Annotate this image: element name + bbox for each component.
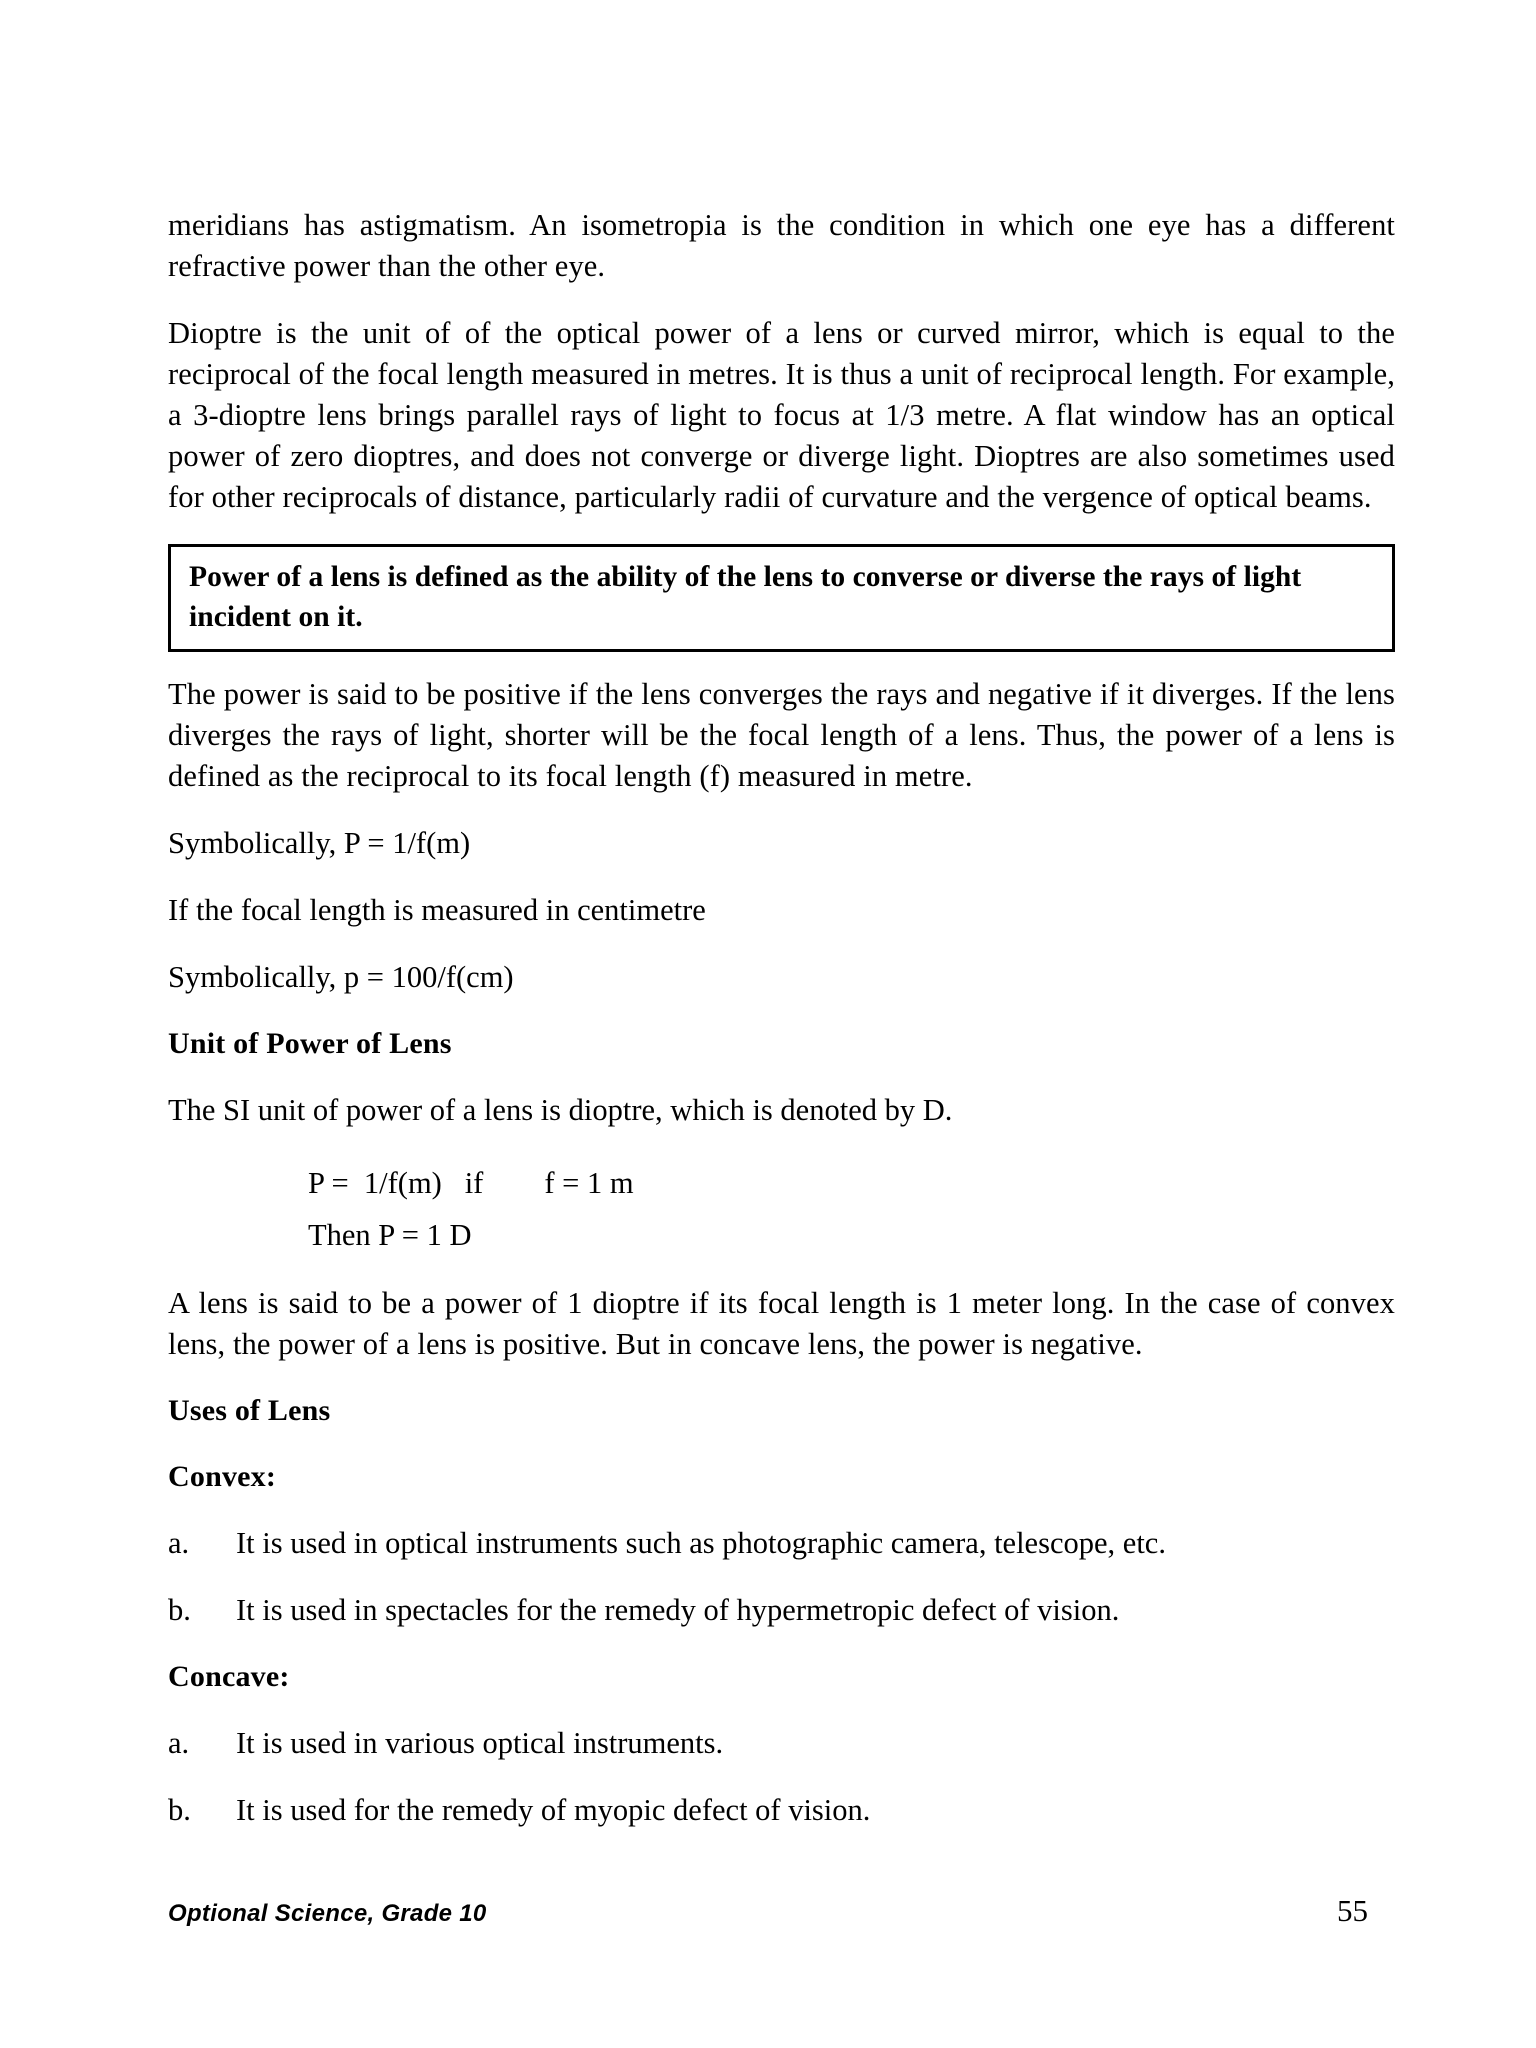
- page-content: [168, 205, 1395, 1857]
- list-item: [168, 1523, 1395, 1564]
- list-marker: b.: [168, 1593, 191, 1627]
- list-marker: a.: [168, 1526, 190, 1560]
- list-item: [168, 1790, 1395, 1831]
- page-footer: [168, 1893, 1368, 1929]
- list-item-text: It is used in various optical instruments.: [236, 1726, 724, 1760]
- definition-callout-text: Power of a lens is defined as the ability of the lens to converse or diverse the rays of light incident on it.: [189, 561, 1302, 633]
- list-marker: b.: [168, 1793, 191, 1827]
- definition-callout-box: [168, 544, 1395, 652]
- equation-block: [168, 1157, 1395, 1261]
- list-item: [168, 1723, 1395, 1764]
- heading-unit-of-power-of-lens: Unit of Power of Lens: [168, 1027, 452, 1060]
- line-symbolically-centimetre: Symbolically, p = 100/f(cm): [168, 960, 514, 994]
- list-item-text: It is used in spectacles for the remedy of hypermetropic defect of vision.: [236, 1593, 1120, 1627]
- list-marker: a.: [168, 1726, 190, 1760]
- line-symbolically-metre: Symbolically, P = 1/f(m): [168, 826, 471, 860]
- paragraph-si-unit: The SI unit of power of a lens is dioptre, which is denoted by D.: [168, 1093, 953, 1127]
- equation-line-1: P = 1/f(m) if f = 1 m: [308, 1166, 634, 1200]
- page-number: 55: [1337, 1893, 1368, 1928]
- paragraph-one-dioptre: A lens is said to be a power of 1 dioptre if its focal length is 1 meter long. In the case of convex lens, the power of a lens is positive. But in concave lens, the power is negative.: [168, 1286, 1395, 1361]
- heading-convex: Convex:: [168, 1460, 277, 1493]
- paragraph-power-sign: The power is said to be positive if the lens converges the rays and negative if it diverges. If the lens diverges the rays of light, shorter will be the focal length of a lens. Thus, the power of a lens is defined as the reciprocal to its focal length (f) measured in metre.: [168, 677, 1395, 793]
- list-item-text: It is used for the remedy of myopic defect of vision.: [236, 1793, 871, 1827]
- heading-concave: Concave:: [168, 1660, 290, 1693]
- heading-uses-of-lens: Uses of Lens: [168, 1394, 331, 1427]
- line-focal-length-centimetre: If the focal length is measured in centimetre: [168, 893, 706, 927]
- list-item-text: It is used in optical instruments such as photographic camera, telescope, etc.: [236, 1526, 1166, 1560]
- equation-line-2: Then P = 1 D: [308, 1218, 472, 1252]
- list-item: [168, 1590, 1395, 1631]
- paragraph-meridians: meridians has astigmatism. An isometropia is the condition in which one eye has a different refractive power than the other eye.: [168, 208, 1395, 283]
- footer-book-title: Optional Science, Grade 10: [168, 1900, 487, 1927]
- paragraph-dioptre-definition: Dioptre is the unit of of the optical power of a lens or curved mirror, which is equal to the reciprocal of the focal length measured in metres. It is thus a unit of reciprocal length. For example, a 3-dioptre lens brings parallel rays of light to focus at 1/3 metre. A flat window has an optical power of zero dioptres, and does not converge or diverge light. Dioptres are also sometimes used for other reciprocals of distance, particularly radii of curvature and the vergence of optical beams.: [168, 316, 1395, 514]
